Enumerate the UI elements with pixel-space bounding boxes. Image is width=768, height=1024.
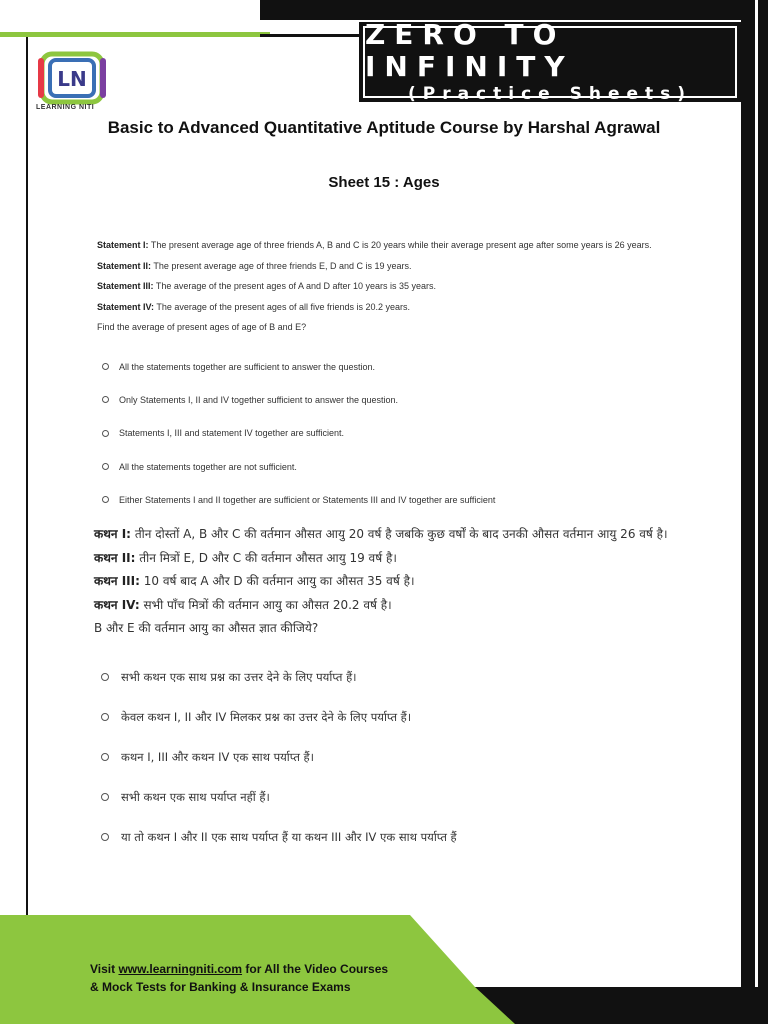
statement-label: Statement IV: (97, 301, 155, 312)
statement-1-hindi (94, 526, 734, 550)
option-label: सभी कथन एक साथ पर्याप्त नहीं हैं। (121, 789, 270, 804)
statement-4-hindi (94, 597, 734, 621)
top-black-bar (260, 0, 741, 20)
option-4-hindi[interactable] (101, 777, 741, 817)
top-black-stripe (260, 34, 360, 37)
statement-label: कथन I: (94, 527, 131, 541)
sheet-title: Sheet 15 : Ages (328, 174, 440, 191)
radio-button[interactable] (102, 396, 109, 403)
english-options (102, 350, 742, 516)
title-box (359, 18, 741, 104)
series-subtitle: (Practice Sheets) (407, 84, 693, 104)
footer-line-1-rest: for All the Video Courses (242, 962, 389, 976)
hindi-options (101, 657, 741, 857)
option-2-hindi[interactable] (101, 697, 741, 737)
english-question (97, 238, 737, 341)
statement-text: सभी पाँच मित्रों की वर्तमान आयु का औसत 20.2 वर्ष है। (139, 597, 392, 612)
question-text: Find the average of present ages of age of B and E? (97, 322, 307, 332)
option-label: All the statements together are sufficient to answer the question. (119, 361, 375, 372)
option-1-hindi[interactable] (101, 657, 741, 697)
statement-text: The average of the present ages of A and D after 10 years is 35 years. (153, 281, 437, 291)
option-label: केवल कथन I, II और IV मिलकर प्रश्न का उत्तर देने के लिए पर्याप्त हैं। (121, 709, 412, 724)
statement-4 (97, 300, 737, 321)
option-3-hindi[interactable] (101, 737, 741, 777)
right-border-strip (741, 0, 768, 1024)
statement-2 (97, 259, 737, 280)
option-2[interactable] (102, 383, 742, 416)
option-3[interactable] (102, 417, 742, 450)
hindi-question (94, 526, 734, 644)
footer-text (90, 960, 388, 996)
statement-label: कथन IV: (94, 597, 140, 612)
learning-niti-logo-icon (36, 48, 108, 110)
logo-text: LEARNING NITI (36, 104, 95, 111)
footer-line-2: & Mock Tests for Banking & Insurance Exams (90, 980, 351, 994)
statement-label: कथन III: (94, 574, 140, 588)
option-5[interactable] (102, 483, 742, 516)
statement-2-hindi (94, 550, 734, 574)
title-box-inner (363, 18, 737, 104)
footer-line-1 (90, 960, 388, 978)
statement-label: Statement II: (97, 260, 152, 271)
statement-label: Statement III: (97, 281, 154, 291)
question-text-hindi: B और E की वर्तमान आयु का औसत ज्ञात कीजिये? (94, 621, 319, 635)
option-label: कथन I, III और कथन IV एक साथ पर्याप्त हैं। (121, 749, 315, 764)
top-green-stripe (0, 32, 270, 37)
statement-3-hindi (94, 573, 734, 597)
option-label: या तो कथन I और II एक साथ पर्याप्त हैं या कथन III और IV एक साथ पर्याप्त हैं (121, 829, 457, 844)
statement-3 (97, 279, 737, 300)
svg-text:LN: LN (57, 67, 87, 91)
statement-label: कथन II: (94, 550, 136, 565)
statement-1 (97, 238, 737, 259)
statement-text: The average of the present ages of all five friends is 20.2 years. (154, 301, 410, 312)
statement-text: तीन मित्रों E, D और C की वर्तमान औसत आयु 19 वर्ष है। (135, 550, 397, 565)
option-label: सभी कथन एक साथ प्रश्न का उत्तर देने के लिए पर्याप्त हैं। (121, 669, 357, 684)
footer-visit: Visit (90, 962, 119, 976)
statement-text: The present average age of three friends E, D and C is 19 years. (151, 260, 412, 271)
option-label: Statements I, III and statement IV together are sufficient. (119, 428, 344, 439)
option-5-hindi[interactable] (101, 817, 741, 857)
radio-button[interactable] (102, 363, 109, 370)
right-border-line (755, 0, 758, 1024)
statement-text: The present average age of three friends A, B and C is 20 years while their average present age after some years is 26 years. (148, 240, 652, 250)
radio-button[interactable] (102, 496, 109, 503)
radio-button[interactable] (101, 753, 109, 761)
statement-text: तीन दोस्तों A, B और C की वर्तमान औसत आयु 20 वर्ष है जबकि कुछ वर्षों के बाद उनकी औसत वर्तमान आयु 26 वर्ष है। (131, 527, 668, 541)
radio-button[interactable] (101, 833, 109, 841)
website-link[interactable]: www.learningniti.com (118, 962, 243, 976)
series-title: ZERO TO INFINITY (365, 18, 574, 83)
radio-button[interactable] (101, 673, 109, 681)
statement-text: 10 वर्ष बाद A और D की वर्तमान आयु का औसत 35 वर्ष है। (139, 574, 415, 588)
course-title: Basic to Advanced Quantitative Aptitude Course by Harshal Agrawal (107, 118, 661, 137)
option-label: Either Statements I and II together are sufficient or Statements III and IV together are sufficient (119, 494, 496, 505)
option-4[interactable] (102, 450, 742, 483)
option-label: All the statements together are not sufficient. (119, 461, 297, 472)
option-1[interactable] (102, 350, 742, 383)
option-label: Only Statements I, II and IV together sufficient to answer the question. (119, 394, 398, 405)
radio-button[interactable] (102, 463, 109, 470)
statement-label: Statement I: (97, 240, 149, 250)
radio-button[interactable] (101, 793, 109, 801)
radio-button[interactable] (101, 713, 109, 721)
radio-button[interactable] (102, 430, 109, 437)
